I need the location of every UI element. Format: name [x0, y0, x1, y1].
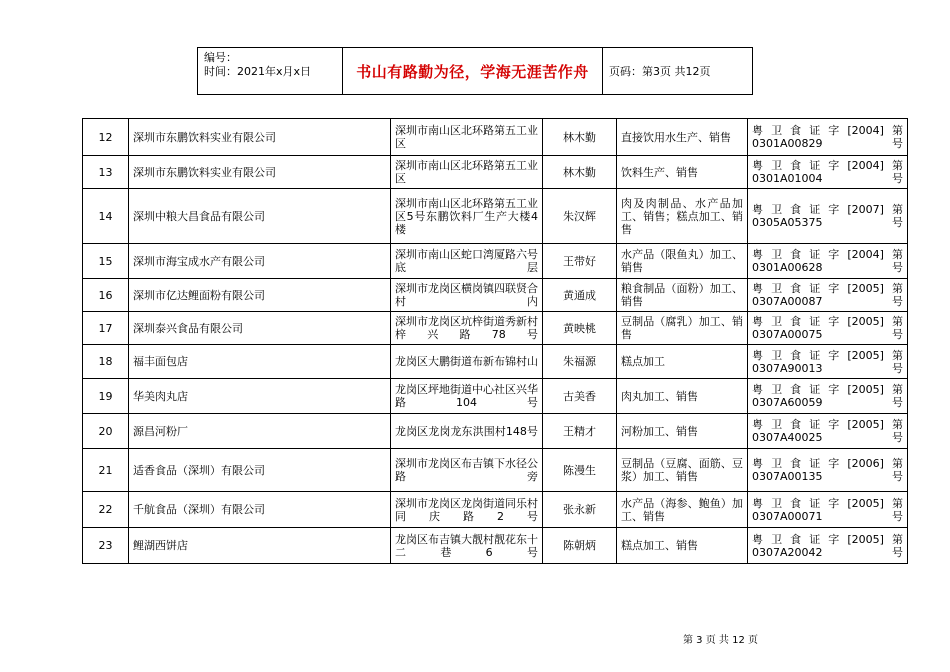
- row-number: 14: [83, 189, 129, 244]
- business-scope: 粮食制品（面粉）加工、销售: [617, 279, 748, 312]
- page-label: 页码：第3页 共12页: [609, 65, 711, 78]
- company-name: 福丰面包店: [129, 345, 391, 379]
- row-number: 13: [83, 156, 129, 189]
- business-scope: 直接饮用水生产、销售: [617, 119, 748, 156]
- company-address: 深圳市龙岗区横岗镇四联贤合村内: [391, 279, 543, 312]
- license-number: 粤卫食证字[2004]第0301A01004号: [748, 156, 908, 189]
- table-row: [83, 345, 908, 379]
- company-address: 深圳市南山区蛇口湾厦路六号底层: [391, 244, 543, 279]
- company-name: 适香食品（深圳）有限公司: [129, 449, 391, 492]
- table-row: [83, 414, 908, 449]
- company-name: 深圳中粮大昌食品有限公司: [129, 189, 391, 244]
- business-scope: 糕点加工、销售: [617, 528, 748, 564]
- table-row: [83, 244, 908, 279]
- company-name: 华美肉丸店: [129, 379, 391, 414]
- table-row: [83, 156, 908, 189]
- row-number: 12: [83, 119, 129, 156]
- responsible-person: 古美香: [543, 379, 617, 414]
- table-row: [83, 379, 908, 414]
- page-footer: 第 3 页 共 12 页: [683, 635, 758, 646]
- license-number: 粤卫食证字[2004]第0301A00628号: [748, 244, 908, 279]
- table-row: [83, 528, 908, 564]
- license-number: 粤卫食证字[2005]第0307A00071号: [748, 492, 908, 528]
- license-number: 粤卫食证字[2004]第0301A00829号: [748, 119, 908, 156]
- license-number: 粤卫食证字[2006]第0307A00135号: [748, 449, 908, 492]
- company-address: 深圳市南山区北环路第五工业区5号东鹏饮料厂生产大楼4楼: [391, 189, 543, 244]
- company-name: 深圳市东鹏饮料实业有限公司: [129, 119, 391, 156]
- responsible-person: 黄通成: [543, 279, 617, 312]
- license-number: 粤卫食证字[2005]第0307A00087号: [748, 279, 908, 312]
- company-address: 深圳市龙岗区龙岗街道同乐村同庆路2号: [391, 492, 543, 528]
- company-address: 深圳市南山区北环路第五工业区: [391, 156, 543, 189]
- company-name: 深圳市亿达鲤面粉有限公司: [129, 279, 391, 312]
- company-name: 千航食品（深圳）有限公司: [129, 492, 391, 528]
- row-number: 20: [83, 414, 129, 449]
- company-name: 深圳市海宝成水产有限公司: [129, 244, 391, 279]
- header-page-info: [603, 48, 752, 94]
- table-row: [83, 492, 908, 528]
- business-scope: 豆制品（豆腐、面筋、豆浆）加工、销售: [617, 449, 748, 492]
- responsible-person: 林木勤: [543, 156, 617, 189]
- company-address: 龙岗区坪地街道中心社区兴华路104号: [391, 379, 543, 414]
- date-label: 时间：2021年x月x日: [204, 65, 312, 78]
- company-name: 鲤湖西饼店: [129, 528, 391, 564]
- business-scope: 水产品（限鱼丸）加工、销售: [617, 244, 748, 279]
- table-row: [83, 279, 908, 312]
- license-number: 粤卫食证字[2005]第0307A40025号: [748, 414, 908, 449]
- responsible-person: 朱福源: [543, 345, 617, 379]
- license-number: 粤卫食证字[2005]第0307A60059号: [748, 379, 908, 414]
- table-row: [83, 119, 908, 156]
- responsible-person: 王带好: [543, 244, 617, 279]
- company-name: 深圳市东鹏饮料实业有限公司: [129, 156, 391, 189]
- table-row: [83, 449, 908, 492]
- table-row: [83, 189, 908, 244]
- company-address: 龙岗区布吉镇大靓村靓花东十二巷6号: [391, 528, 543, 564]
- company-address: 龙岗区大鹏街道布新布锦村山: [391, 345, 543, 379]
- business-scope: 豆制品（腐乳）加工、销售: [617, 312, 748, 345]
- company-table: [82, 118, 908, 564]
- row-number: 22: [83, 492, 129, 528]
- responsible-person: 陈朝炳: [543, 528, 617, 564]
- row-number: 17: [83, 312, 129, 345]
- business-scope: 肉及肉制品、水产品加工、销售；糕点加工、销售: [617, 189, 748, 244]
- responsible-person: 王精才: [543, 414, 617, 449]
- company-name: 源昌河粉厂: [129, 414, 391, 449]
- number-label: 编号：: [204, 51, 237, 64]
- company-address: 龙岗区龙岗龙东洪围村148号: [391, 414, 543, 449]
- row-number: 15: [83, 244, 129, 279]
- responsible-person: 黄映桃: [543, 312, 617, 345]
- header-meta: [198, 48, 343, 94]
- responsible-person: 张永新: [543, 492, 617, 528]
- company-address: 深圳市龙岗区坑梓街道秀新村梓兴路78号: [391, 312, 543, 345]
- license-number: 粤卫食证字[2007]第0305A05375号: [748, 189, 908, 244]
- responsible-person: 朱汉辉: [543, 189, 617, 244]
- responsible-person: 林木勤: [543, 119, 617, 156]
- license-number: 粤卫食证字[2005]第0307A00075号: [748, 312, 908, 345]
- row-number: 16: [83, 279, 129, 312]
- business-scope: 河粉加工、销售: [617, 414, 748, 449]
- business-scope: 肉丸加工、销售: [617, 379, 748, 414]
- row-number: 23: [83, 528, 129, 564]
- row-number: 21: [83, 449, 129, 492]
- table-body: [83, 119, 908, 564]
- motto: 书山有路勤为径，学海无涯苦作舟: [343, 48, 603, 94]
- page-header: [197, 47, 753, 95]
- responsible-person: 陈漫生: [543, 449, 617, 492]
- company-name: 深圳泰兴食品有限公司: [129, 312, 391, 345]
- business-scope: 糕点加工: [617, 345, 748, 379]
- business-scope: 水产品（海参、鲍鱼）加工、销售: [617, 492, 748, 528]
- license-number: 粤卫食证字[2005]第0307A90013号: [748, 345, 908, 379]
- company-address: 深圳市南山区北环路第五工业区: [391, 119, 543, 156]
- business-scope: 饮料生产、销售: [617, 156, 748, 189]
- row-number: 19: [83, 379, 129, 414]
- row-number: 18: [83, 345, 129, 379]
- table-row: [83, 312, 908, 345]
- company-address: 深圳市龙岗区布吉镇下水径公路旁: [391, 449, 543, 492]
- license-number: 粤卫食证字[2005]第0307A20042号: [748, 528, 908, 564]
